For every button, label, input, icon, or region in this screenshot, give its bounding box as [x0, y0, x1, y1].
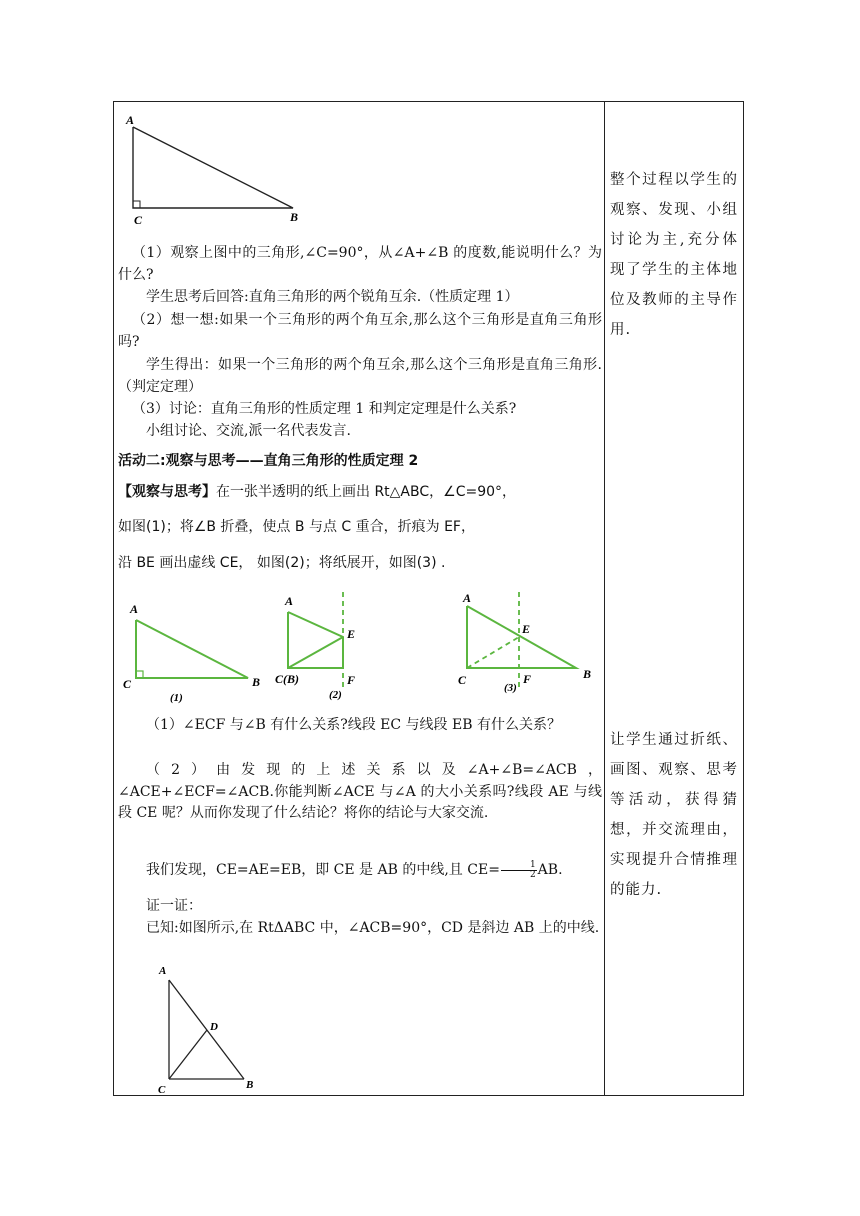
- fig3-label-b: B: [583, 667, 592, 681]
- fig2-label-e: E: [347, 627, 356, 641]
- proof-label-b: B: [246, 1079, 254, 1091]
- proof-label-a: A: [159, 965, 167, 977]
- observe-text-1: 在一张半透明的纸上画出 Rt△ABC，∠C=90°，: [216, 484, 517, 500]
- fraction-numerator: 1: [501, 861, 537, 871]
- fig3-label-f: F: [523, 672, 532, 686]
- activity2-q2: （2）由发现的上述关系以及∠A+∠B=∠ACB，∠ACE+∠ECF=∠ACB.你能判断∠ACE 与∠A 的大小关系吗?线段 AE 与线段 CE 呢？从而你发现了什么结论？将你的结论与大家交流.: [118, 762, 602, 821]
- activity2-heading: 活动二:观察与思考——直角三角形的性质定理 2: [118, 453, 419, 469]
- right-triangle-figure: [118, 110, 318, 230]
- fig2-label-a: A: [285, 594, 294, 608]
- observe-line-1: [118, 482, 602, 504]
- fig1-label-b: B: [252, 675, 261, 689]
- fig1-label-c: C: [123, 677, 132, 691]
- activity2-q1: （1）∠ECF 与∠B 有什么关系?线段 EC 与线段 EB 有什么关系？: [146, 717, 561, 733]
- activity1-q2: （2）想一想:如果一个三角形的两个角互余,那么这个三角形是直角三角形吗?: [118, 312, 602, 350]
- fraction-denominator: 2: [529, 869, 536, 880]
- side-note-1: 整个过程以学生的观察、发现、小组讨论为主,充分体现了学生的主体地位及教师的主导作用.: [610, 172, 738, 338]
- activity1-a3: 小组讨论、交流,派一名代表发言.: [146, 423, 351, 439]
- label-a: A: [126, 113, 135, 127]
- fig3-label-e: E: [522, 622, 531, 636]
- label-c: C: [134, 213, 143, 227]
- given-text: 已知:如图所示,在 RtΔABC 中，∠ACB=90°，CD 是斜边 AB 上的中线.: [146, 920, 600, 936]
- observe-line-2: 如图(1)；将∠B 折叠，使点 B 与点 C 重合，折痕为 EF，: [118, 519, 475, 535]
- proof-label-c: C: [158, 1084, 166, 1096]
- fig3-caption: (3): [504, 682, 517, 694]
- finding-text-end: AB.: [537, 862, 563, 878]
- label-b: B: [290, 210, 299, 224]
- activity1-q3: （3）讨论：直角三角形的性质定理 1 和判定定理是什么关系?: [132, 401, 517, 417]
- observe-label: 【观察与思考】: [118, 484, 216, 500]
- proof-label-d: D: [210, 1021, 218, 1033]
- side-note-2: 让学生通过折纸、画图、观察、思考等活动，获得猜想，并交流理由，实现提升合情推理的能力.: [610, 732, 738, 898]
- fig2-label-f: F: [347, 673, 356, 687]
- activity1-a2: 学生得出：如果一个三角形的两个角互余,那么这个三角形是直角三角形.（判定定理）: [118, 357, 602, 395]
- fig3-label-a: A: [463, 591, 472, 605]
- finding-text: 我们发现，CE=AE=EB，即 CE 是 AB 的中线,且 CE=: [146, 862, 500, 878]
- one-half-fraction: [501, 861, 537, 880]
- folding-figures: [118, 588, 602, 708]
- fig1-label-a: A: [130, 602, 139, 616]
- prove-label: 证一证：: [146, 898, 202, 914]
- finding-line: [118, 860, 602, 882]
- observe-line-3: 沿 BE 画出虚线 CE， 如图(2)；将纸展开，如图(3) .: [118, 555, 446, 571]
- proof-triangle-figure: [150, 962, 270, 1097]
- fig2-label-cb: C(B): [275, 672, 299, 686]
- fig3-label-c: C: [458, 673, 467, 687]
- activity1-a1: 学生思考后回答:直角三角形的两个锐角互余.（性质定理 1）: [146, 289, 519, 305]
- column-divider: [604, 101, 605, 1096]
- fig1-caption: (1): [170, 692, 183, 704]
- fig2-caption: (2): [329, 689, 342, 701]
- activity1-q1: （1）观察上图中的三角形,∠C=90°，从∠A+∠B 的度数,能说明什么？为什么?: [118, 245, 602, 283]
